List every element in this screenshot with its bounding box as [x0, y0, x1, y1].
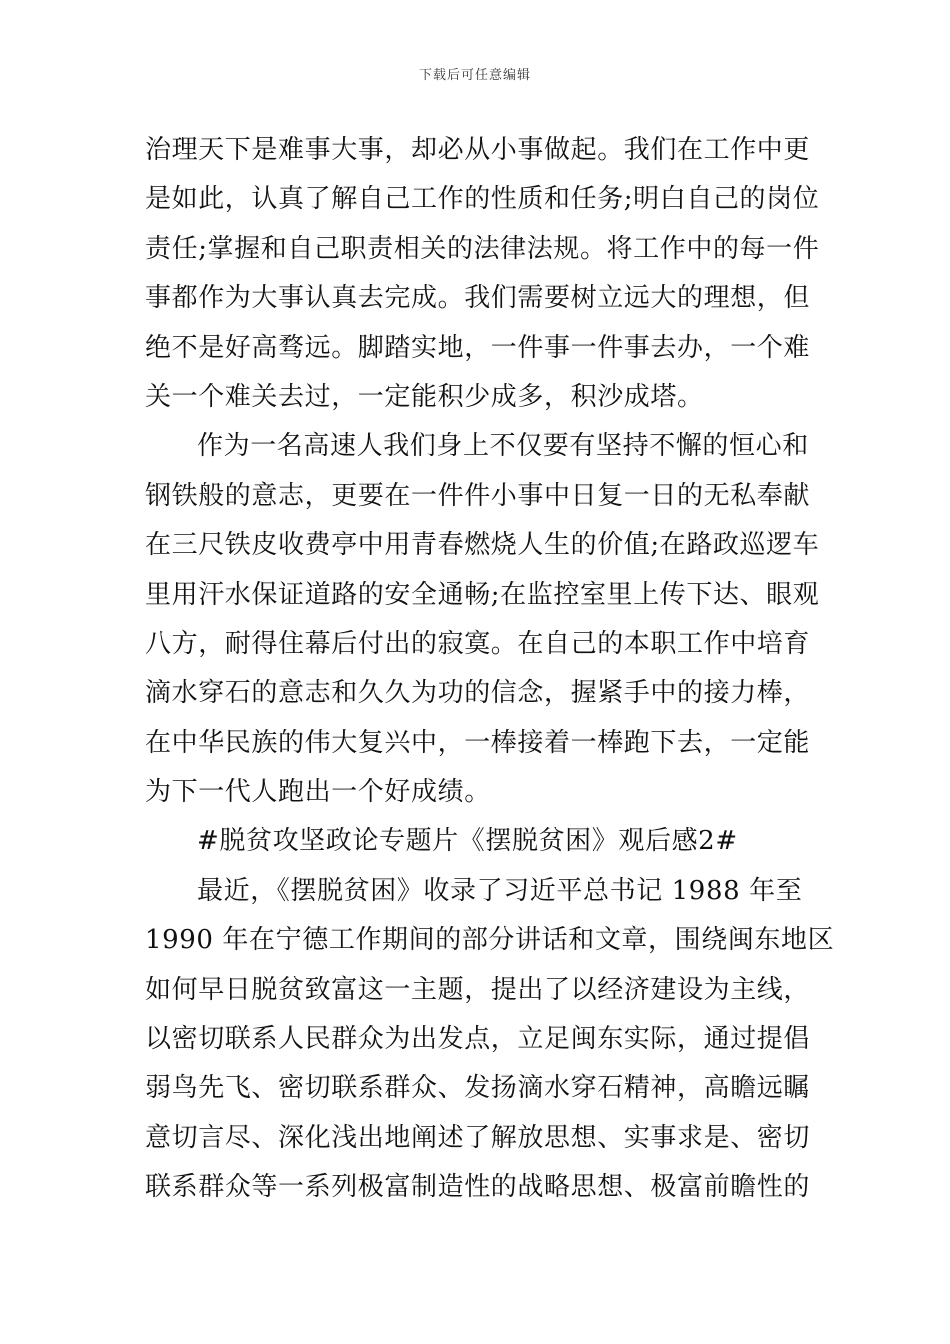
text-line: 钢铁般的意志，更要在一件件小事中日复一日的无私奉献 [145, 480, 811, 511]
text-line: 意切言尽、深化浅出地阐述了解放思想、实事求是、密切 [145, 1122, 811, 1153]
text-line: 1990 年在宁德工作期间的部分讲话和文章，围绕闽东地区 [145, 925, 835, 956]
text-line: 联系群众等一系列极富制造性的战略思想、极富前瞻性的 [145, 1172, 811, 1203]
text-line: 八方，耐得住幕后付出的寂寞。在自己的本职工作中培育 [145, 628, 811, 659]
text-line: 关一个难关去过，一定能积少成多，积沙成塔。 [145, 381, 704, 412]
text-line: 为下一代人跑出一个好成绩。 [145, 777, 491, 808]
text-line: 滴水穿石的意志和久久为功的信念，握紧手中的接力棒， [145, 678, 811, 709]
document-body [145, 126, 835, 1213]
page-header: 下载后可任意编辑 [418, 68, 531, 83]
text-line: 治理天下是难事大事，却必从小事做起。我们在工作中更 [145, 135, 811, 165]
text-line: 在三尺铁皮收费亭中用青春燃烧人生的价值;在路政巡逻车 [145, 530, 820, 561]
text-line: #脱贫攻坚政论专题片《摆脱贫困》观后感2# [197, 826, 738, 857]
text-line: 绝不是好高骛远。脚踏实地，一件事一件事去办，一个难 [145, 332, 811, 363]
text-line: 作为一名高速人我们身上不仅要有坚持不懈的恒心和 [197, 431, 809, 462]
text-line: 里用汗水保证道路的安全通畅;在监控室里上传下达、眼观 [145, 579, 820, 610]
text-line: 最近，《摆脱贫困》收录了习近平总书记 1988 年至 [197, 875, 803, 906]
text-line: 在中华民族的伟大复兴中，一棒接着一棒跑下去，一定能 [145, 727, 811, 758]
text-line: 责任;掌握和自己职责相关的法律法规。将工作中的每一件 [145, 233, 820, 264]
text-line: 是如此，认真了解自己工作的性质和任务;明白自己的岗位 [145, 184, 820, 215]
text-line: 事都作为大事认真去完成。我们需要树立远大的理想，但 [145, 283, 811, 314]
text-line: 弱鸟先飞、密切联系群众、发扬滴水穿石精神，高瞻远瞩 [145, 1073, 811, 1104]
text-line: 如何早日脱贫致富这一主题，提出了以经济建设为主线， [145, 974, 811, 1005]
text-line: 以密切联系人民群众为出发点，立足闽东实际，通过提倡 [145, 1024, 811, 1055]
